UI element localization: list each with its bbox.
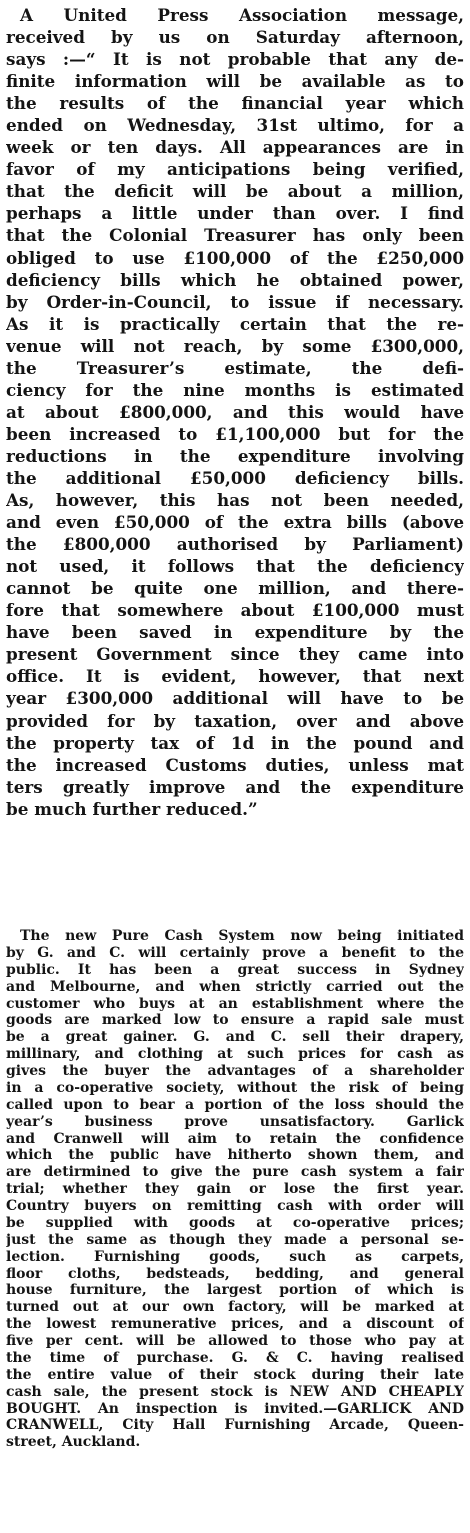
article-press-association-message — [6, 4, 464, 820]
article-line: been increased to £1,100,000 but for the — [6, 423, 464, 444]
article-line: house furniture, the largest portion of which is — [6, 1282, 464, 1299]
article-line: perhaps a little under than over. I find — [6, 203, 464, 224]
article-line: the time of purchase. G. & C. having realised — [6, 1349, 464, 1366]
article-line: As it is practically certain that the re- — [6, 313, 464, 334]
article-line: are detirmined to give the pure cash system a fair — [6, 1164, 464, 1181]
article-line: turned out at our own factory, will be marked at — [6, 1299, 464, 1316]
article-line: cash sale, the present stock is NEW AND CHEAPLY — [6, 1383, 464, 1400]
article-line: five per cent. will be allowed to those who pay at — [6, 1333, 464, 1349]
article-line: called upon to bear a portion of the loss should the — [6, 1096, 464, 1113]
article-line: lection. Furnishing goods, such as carpets, — [6, 1248, 464, 1265]
article-line: reductions in the expenditure involving — [6, 445, 464, 466]
article-line: year’s business prove unsatisfactory. Garlick — [6, 1113, 464, 1130]
article-line: floor cloths, bedsteads, bedding, and general — [6, 1265, 464, 1282]
article-line: cannot be quite one million, and there- — [6, 578, 464, 599]
article-line: As, however, this has not been needed, — [6, 490, 464, 511]
article-line: BOUGHT. An inspection is invited.—GARLICK AND — [6, 1400, 464, 1417]
article-line: ciency for the nine months is estimated — [6, 379, 464, 400]
article-line: Country buyers on remitting cash with order will — [6, 1198, 464, 1214]
article-line: office. It is evident, however, that next — [6, 666, 464, 687]
article-line: customer who buys at an establishment where the — [6, 995, 464, 1012]
article-line: have been saved in expenditure by the — [6, 622, 464, 643]
article-line: provided for by taxation, over and above — [6, 710, 464, 731]
article-line: just the same as though they made a personal se- — [6, 1231, 464, 1248]
article-line: the entire value of their stock during their late — [6, 1366, 464, 1383]
article-line: received by us on Saturday afternoon, — [6, 27, 464, 48]
article-line: the £800,000 authorised by Parliament) — [6, 534, 464, 555]
article-line: the property tax of 1d in the pound and — [6, 732, 464, 753]
article-line: The new Pure Cash System now being initiated — [20, 928, 464, 944]
article-line: trial; whether they gain or lose the first year. — [6, 1181, 464, 1198]
article-line: be much further reduced.” — [6, 798, 258, 819]
article-line: the lowest remunerative prices, and a discount of — [6, 1316, 464, 1333]
article-line: venue will not reach, by some £300,000, — [6, 335, 464, 356]
article-pure-cash-system — [6, 928, 464, 1451]
article-line: at about £800,000, and this would have — [6, 401, 464, 422]
article-line: deficiency bills which he obtained power, — [6, 269, 464, 290]
article-line: be a great gainer. G. and C. sell their drapery, — [6, 1029, 464, 1046]
article-line: fore that somewhere about £100,000 must — [6, 600, 464, 621]
article-line: street, Auckland. — [6, 1434, 141, 1451]
article-line: week or ten days. All appearances are in — [6, 137, 464, 158]
article-line: year £300,000 additional will have to be — [6, 688, 464, 709]
article-line: the additional £50,000 deficiency bills. — [6, 467, 464, 488]
article-line: and even £50,000 of the extra bills (above — [6, 512, 464, 533]
article-line: goods are marked low to ensure a rapid sale must — [6, 1012, 464, 1029]
article-line: says :—“ It is not probable that any de- — [6, 49, 464, 70]
article-line: gives the buyer the advantages of a shareholder — [6, 1063, 464, 1079]
article-line: the results of the financial year which — [6, 93, 464, 114]
article-line: finite information will be available as to — [6, 71, 464, 92]
article-line: ters greatly improve and the expenditure — [6, 776, 464, 797]
article-line: not used, it follows that the deficiency — [6, 556, 464, 577]
article-line: by G. and C. will certainly prove a benefit to the — [6, 944, 464, 961]
article-line: which the public have hitherto shown them, and — [6, 1147, 464, 1164]
article-line: in a co-operative society, without the risk of being — [6, 1079, 464, 1096]
article-line: be supplied with goods at co-operative prices; — [6, 1214, 464, 1231]
article-line: millinary, and clothing at such prices for cash as — [6, 1046, 464, 1063]
article-line: the Treasurer’s estimate, the defi- — [6, 357, 464, 378]
article-line: that the deficit will be about a million, — [6, 181, 464, 202]
article-line: CRANWELL, City Hall Furnishing Arcade, Queen- — [6, 1417, 464, 1434]
article-line: favor of my anticipations being verified, — [6, 159, 464, 180]
article-line: public. It has been a great success in Sydney — [6, 961, 464, 978]
article-line: and Cranwell will aim to retain the confidence — [6, 1130, 464, 1147]
article-line: and Melbourne, and when strictly carried out the — [6, 978, 464, 995]
article-line: ended on Wednesday, 31st ultimo, for a — [6, 115, 464, 136]
article-line: that the Colonial Treasurer has only been — [6, 225, 464, 246]
article-line: the increased Customs duties, unless mat — [6, 754, 464, 775]
article-line: by Order-in-Council, to issue if necessary. — [6, 291, 464, 312]
article-line: A United Press Association message, — [20, 5, 464, 25]
article-line: present Government since they came into — [6, 644, 464, 665]
article-line: obliged to use £100,000 of the £250,000 — [6, 247, 464, 268]
